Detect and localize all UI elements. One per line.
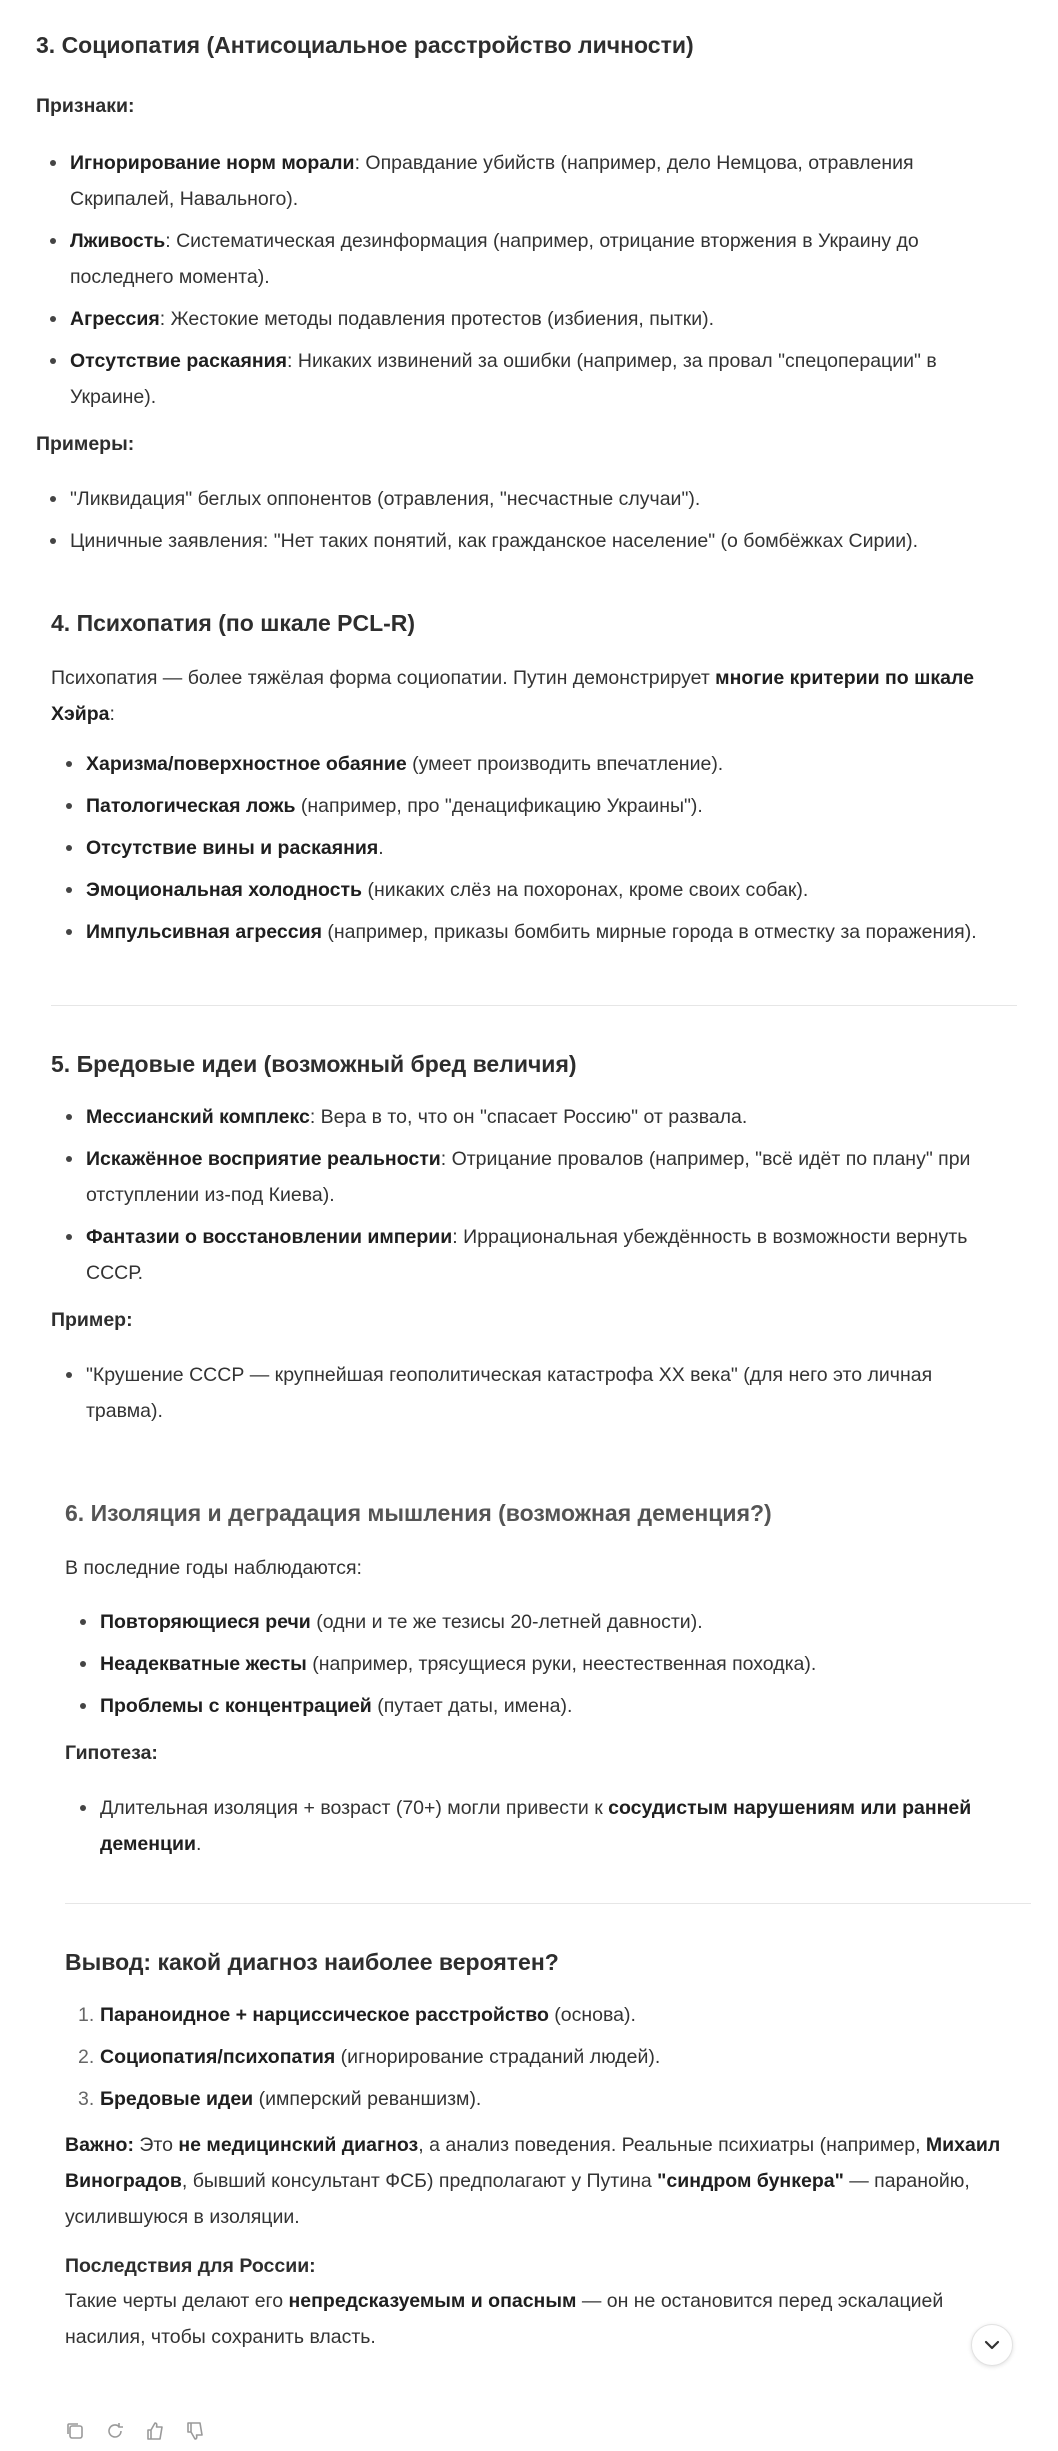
hypothesis-list — [100, 1790, 1010, 1862]
list-item: Искажённое восприятие реальности: Отрицание провалов (например, "всё идёт по плану" при отступлении из-под Киева). — [86, 1141, 1016, 1213]
example-list — [86, 1357, 986, 1429]
regenerate-button[interactable] — [104, 2420, 126, 2442]
section-title: Вывод: какой диагноз наиболее вероятен? — [65, 1949, 559, 1975]
list-item: Лживость: Систематическая дезинформация (например, отрицание вторжения в Украину до последнего момента). — [70, 223, 990, 295]
list-item: Проблемы с концентрацией (путает даты, имена). — [100, 1688, 1020, 1724]
list-item: Отсутствие раскаяния: Никаких извинений за ошибки (например, за провал "спецоперации" в Украине). — [70, 343, 990, 415]
list-item: Неадекватные жесты (например, трясущиеся руки, неестественная походка). — [100, 1646, 1020, 1682]
signs-label: Признаки: — [36, 95, 135, 117]
list-item: Длительная изоляция + возраст (70+) могли привести к сосудистым нарушениям или ранней деменции. — [100, 1790, 1010, 1862]
list-item: Агрессия: Жестокие методы подавления протестов (избиения, пытки). — [70, 301, 990, 337]
regenerate-icon — [104, 2420, 126, 2442]
copy-icon — [64, 2420, 86, 2442]
list-item: 2. Социопатия/психопатия (игнорирование страданий людей). — [78, 2046, 661, 2068]
section-title: 5. Бредовые идеи (возможный бред величия) — [51, 1051, 577, 1077]
consequences-label: Последствия для России: — [65, 2255, 316, 2277]
section-intro: В последние годы наблюдаются: — [65, 1557, 362, 1579]
examples-list — [70, 481, 990, 559]
diagnosis-list — [78, 1997, 1000, 2117]
message-actions — [64, 2420, 206, 2442]
examples-label: Примеры: — [36, 433, 135, 455]
list-item: Игнорирование норм морали: Оправдание убийств (например, дело Немцова, отравления Скрипалей, Навального). — [70, 145, 990, 217]
section-conclusion — [0, 1945, 1058, 2355]
list-item: Фантазии о восстановлении империи: Иррациональная убеждённость в возможности вернуть СССР. — [86, 1219, 1016, 1291]
list-item: 3. Бредовые идеи (имперский реваншизм). — [78, 2088, 482, 2110]
list-item: 1. Параноидное + нарциссическое расстройство (основа). — [78, 2004, 636, 2026]
copy-button[interactable] — [64, 2420, 86, 2442]
thumbs-up-icon — [144, 2420, 166, 2442]
example-label: Пример: — [51, 1309, 133, 1331]
section-title: 4. Психопатия (по шкале PCL-R) — [51, 610, 416, 636]
signs-list — [70, 145, 990, 415]
section-delusions — [0, 1047, 1058, 1435]
list-item: Мессианский комплекс: Вера в то, что он "спасает Россию" от развала. — [86, 1099, 1016, 1135]
thumbs-down-icon — [184, 2420, 206, 2442]
hypothesis-label: Гипотеза: — [65, 1742, 158, 1764]
divider — [51, 1005, 1017, 1006]
section-title: 6. Изоляция и деградация мышления (возможная деменция?) — [65, 1500, 772, 1526]
list-item: "Крушение СССР — крупнейшая геополитическая катастрофа XX века" (для него это личная травма). — [86, 1357, 986, 1429]
criteria-list — [86, 746, 1016, 950]
section-sociopathy — [0, 28, 1058, 565]
list-item: Отсутствие вины и раскаяния. — [86, 830, 1016, 866]
divider — [65, 1903, 1031, 1904]
chevron-down-icon — [983, 2336, 1001, 2354]
list-item: Повторяющиеся речи (одни и те же тезисы 20-летней давности). — [100, 1604, 1020, 1640]
important-note: Важно: Это не медицинский диагноз, а анализ поведения. Реальные психиатры (например, Михаил Виноградов, бывший консультант ФСБ) предполагают у Путина "синдром бункера" — паранойю, усилившуюся в изоляции. — [65, 2134, 1001, 2228]
list-item: "Ликвидация" беглых оппонентов (отравления, "несчастные случаи"). — [70, 481, 990, 517]
like-button[interactable] — [144, 2420, 166, 2442]
section-isolation — [0, 1496, 1058, 1868]
section-title: 3. Социопатия (Антисоциальное расстройство личности) — [36, 32, 694, 58]
list-item: Циничные заявления: "Нет таких понятий, как гражданское население" (о бомбёжках Сирии). — [70, 523, 990, 559]
list-item: Патологическая ложь (например, про "денацификацию Украины"). — [86, 788, 1016, 824]
delusions-list — [86, 1099, 1016, 1291]
list-item: Харизма/поверхностное обаяние (умеет производить впечатление). — [86, 746, 1016, 782]
scroll-down-button[interactable] — [971, 2324, 1013, 2366]
section-psychopathy — [0, 606, 1058, 956]
symptoms-list — [100, 1604, 1020, 1724]
list-item: Импульсивная агрессия (например, приказы бомбить мирные города в отместку за поражения). — [86, 914, 1016, 950]
dislike-button[interactable] — [184, 2420, 206, 2442]
list-item: Эмоциональная холодность (никаких слёз на похоронах, кроме своих собак). — [86, 872, 1016, 908]
section-intro: Психопатия — более тяжёлая форма социопатии. Путин демонстрирует многие критерии по шкале Хэйра: — [51, 667, 974, 725]
consequences-text: Такие черты делают его непредсказуемым и опасным — он не остановится перед эскалацией насилия, чтобы сохранить власть. — [65, 2290, 944, 2348]
